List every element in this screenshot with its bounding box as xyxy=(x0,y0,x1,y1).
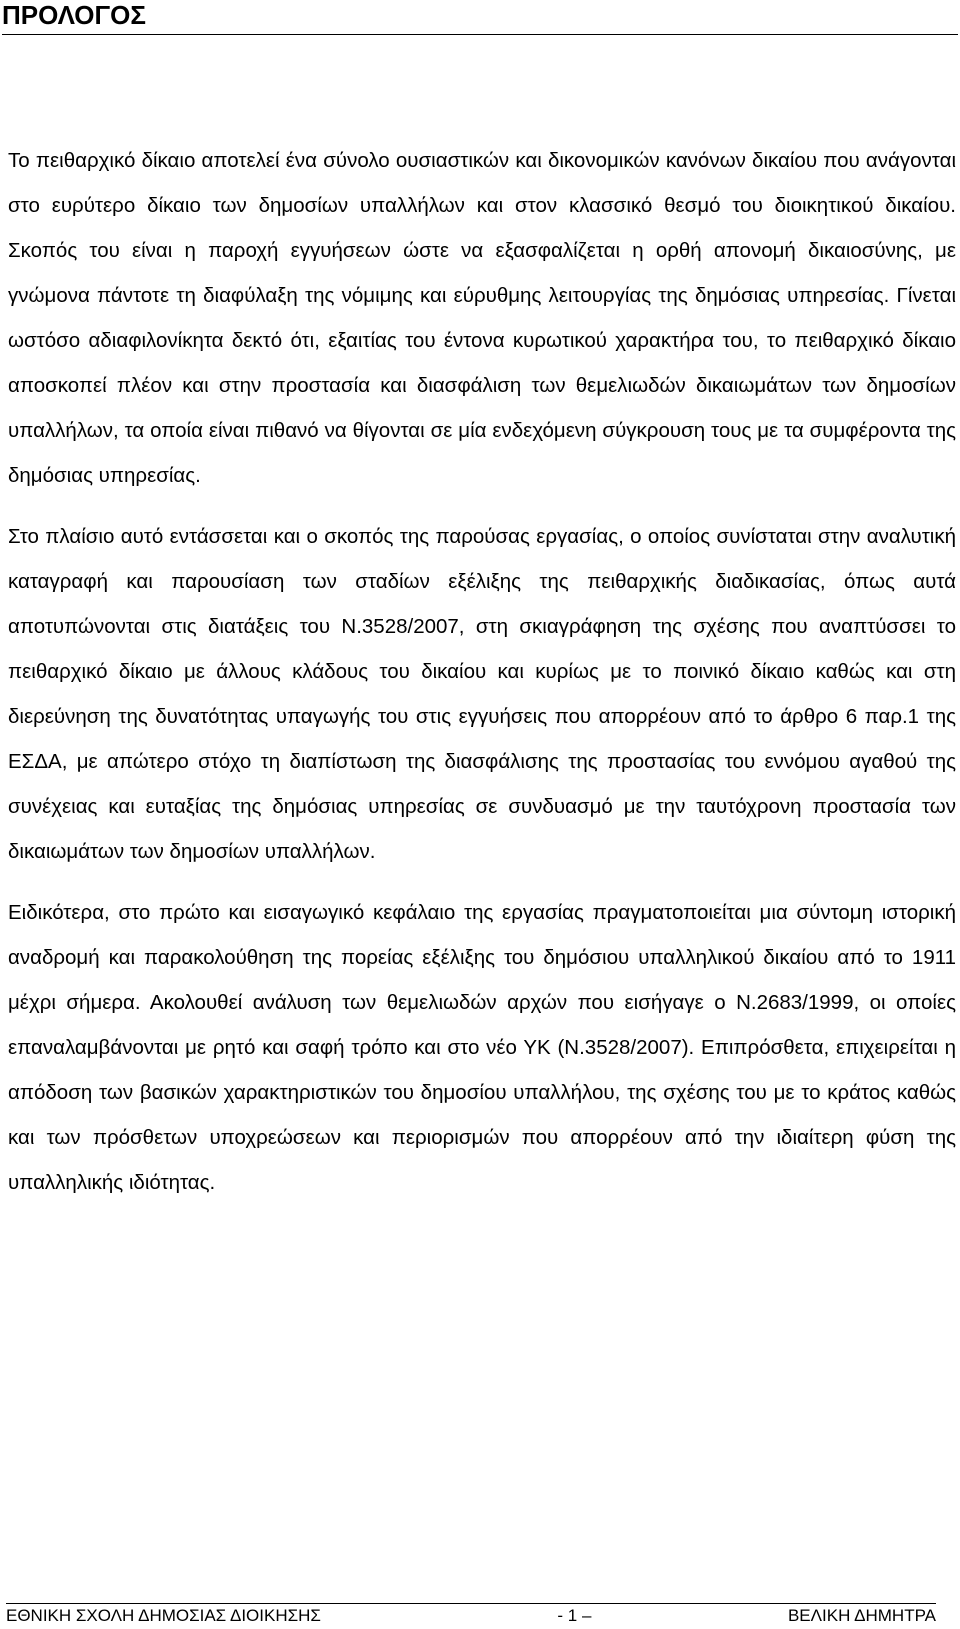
footer-page-number: - 1 – xyxy=(557,1606,592,1625)
page-footer xyxy=(6,1603,936,1628)
paragraph: Στο πλαίσιο αυτό εντάσσεται και ο σκοπός της παρούσας εργασίας, ο οποίος συνίσταται στην αναλυτική καταγραφή και παρουσίαση των σταδίων εξέλιξης της πειθαρχικής διαδικασίας, όπως αυτά αποτυπώνονται στις διατάξεις του Ν.3528/2007, στη σκιαγράφηση της σχέσης που αναπτύσσει το πειθαρχικό δίκαιο με άλλους κλάδους του δικαίου και κυρίως με το ποινικό δίκαιο καθώς και στη διερεύνηση της δυνατότητας υπαγωγής του στις εγγυήσεις που απορρέουν από το άρθρο 6 παρ.1 της ΕΣΔΑ, με απώτερο στόχο τη διαπίστωση της διασφάλισης της προστασίας του εννόμου αγαθού της συνέχειας και ευταξίας της δημόσιας υπηρεσίας σε συνδυασμό με την ταυτόχρονη προστασία των δικαιωμάτων των δημοσίων υπαλλήλων. xyxy=(8,525,956,863)
paragraph: Το πειθαρχικό δίκαιο αποτελεί ένα σύνολο ουσιαστικών και δικονομικών κανόνων δικαίου που ανάγονται στο ευρύτερο δίκαιο των δημοσίων υπαλλήλων και στον κλασσικό θεσμό του διοικητικού δικαίου. Σκοπός του είναι η παροχή εγγυήσεων ώστε να εξασφαλίζεται η ορθή απονομή δικαιοσύνης, με γνώμονα πάντοτε τη διαφύλαξη της νόμιμης και εύρυθμης λειτουργίας της δημόσιας υπηρεσίας. Γίνεται ωστόσο αδιαφιλονίκητα δεκτό ότι, εξαιτίας του έντονα κυρωτικού χαρακτήρα του, το πειθαρχικό δίκαιο αποσκοπεί πλέον και στην προστασία και διασφάλιση των θεμελιωδών δικαιωμάτων των δημοσίων υπαλλήλων, τα οποία είναι πιθανό να θίγονται σε μία ενδεχόμενη σύγκρουση τους με τα συμφέροντα της δημόσιας υπηρεσίας. xyxy=(8,149,956,487)
footer-author: ΒΕΛΙΚΗ ΔΗΜΗΤΡΑ xyxy=(787,1606,936,1625)
page-heading: ΠΡΟΛΟΓΟΣ xyxy=(2,0,958,35)
paragraph: Ειδικότερα, στο πρώτο και εισαγωγικό κεφάλαιο της εργασίας πραγματοποιείται μια σύντομη ιστορική αναδρομή και παρακολούθηση της πορείας εξέλιξης του δημόσιου υπαλληλικού δικαίου από το 1911 μέχρι σήμερα. Ακολουθεί ανάλυση των θεμελιωδών αρχών που εισήγαγε ο Ν.2683/1999, οι οποίες επαναλαμβάνονται με ρητό και σαφή τρόπο και στο νέο ΥΚ (Ν.3528/2007). Επιπρόσθετα, επιχειρείται η απόδοση των βασικών χαρακτηριστικών του δημοσίου υπαλλήλου, της σχέσης του με το κράτος καθώς και των πρόσθετων υποχρεώσεων και περιορισμών που απορρέουν από την ιδιαίτερη φύση της υπαλληλικής ιδιότητας. xyxy=(8,901,956,1194)
document-body xyxy=(8,138,956,1221)
footer-institution: ΕΘΝΙΚΗ ΣΧΟΛΗ ΔΗΜΟΣΙΑΣ ΔΙΟΙΚΗΣΗΣ xyxy=(6,1606,321,1625)
